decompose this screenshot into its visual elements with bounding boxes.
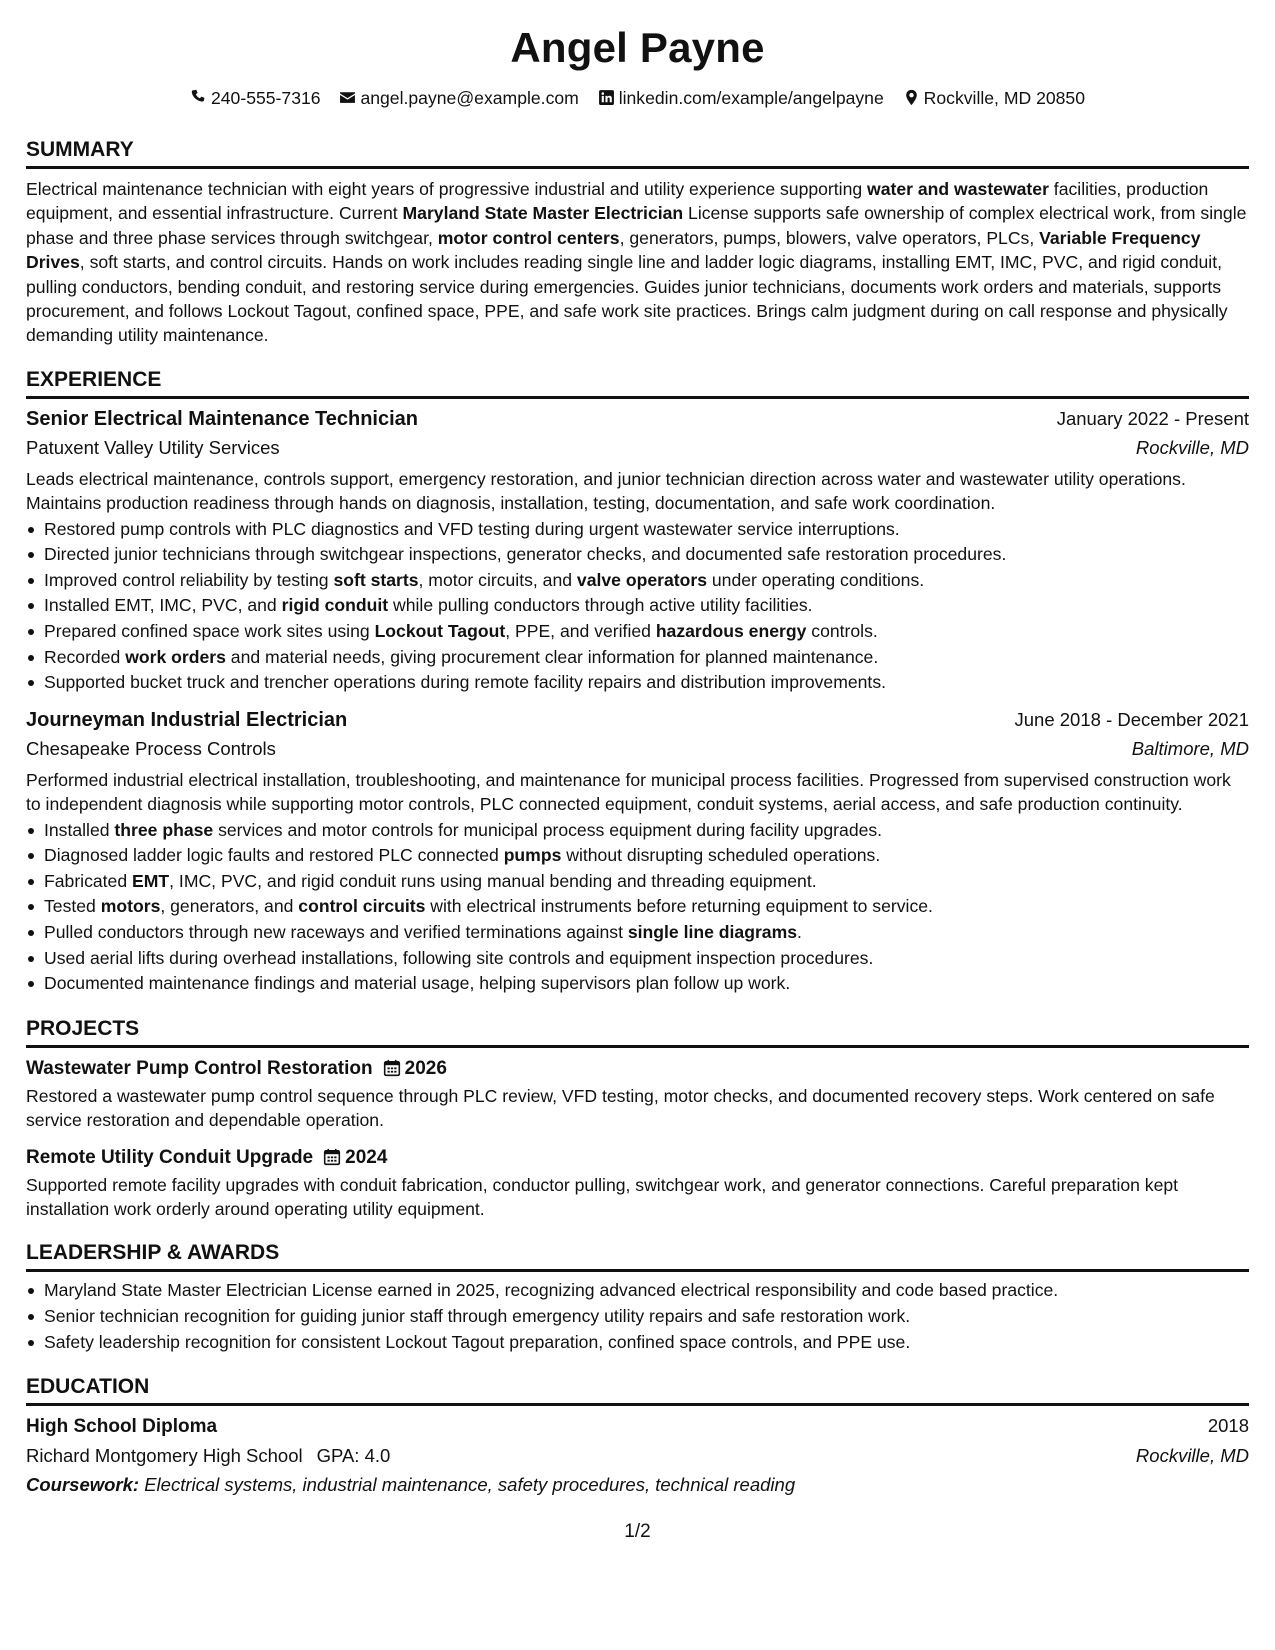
job-title: Journeyman Industrial Electrician: [26, 708, 348, 731]
text-run: and material needs, giving procurement clear information for planned maintenance.: [225, 646, 879, 667]
text-run: , generators, pumps, blowers, valve operators, PLCs,: [619, 227, 1040, 248]
project-year: 2024: [345, 1146, 388, 1168]
calendar-icon: [383, 1059, 401, 1077]
experience-section: [26, 366, 1249, 997]
contact-email[interactable]: [339, 86, 578, 110]
list-item: [26, 593, 1249, 619]
text-run: License supports safe ownership of complex electrical work, from single phase and three phase services through switchgear,: [26, 203, 1247, 248]
job-dates: January 2022 - Present: [1056, 407, 1249, 429]
bold-phrase: soft starts: [333, 569, 419, 590]
bold-phrase: pumps: [503, 845, 562, 866]
list-item: Maryland State Master Electrician License earned in 2025, recognizing advanced electrical responsibility and code based practice.: [26, 1278, 1249, 1304]
text-run: .: [797, 922, 802, 942]
education-section: [26, 1373, 1249, 1499]
text-run: Tested: [44, 896, 101, 917]
text-run: Prepared confined space work sites using: [44, 621, 375, 642]
list-item: [26, 542, 1249, 568]
text-run: Supported bucket truck and trencher operations during remote facility repairs and distribution improvements.: [44, 672, 887, 693]
education-coursework: [26, 1471, 1249, 1499]
list-item: [26, 869, 1249, 895]
coursework-label: Coursework:: [26, 1474, 140, 1496]
email-text: angel.payne@example.com: [360, 88, 579, 108]
job-entry: [26, 706, 1249, 997]
bold-phrase: work orders: [125, 646, 226, 667]
text-run: , IMC, PVC, and rigid conduit runs using manual bending and threading equipment.: [169, 870, 817, 891]
education-location: Rockville, MD: [1135, 1445, 1249, 1467]
text-run: Recorded: [44, 646, 126, 667]
project-entry: [26, 1143, 1249, 1222]
list-item: [26, 894, 1249, 920]
project-description: Restored a wastewater pump control sequence through PLC review, VFD testing, motor checks, and documented recovery steps. Work centered on safe service restoration and dependable operation.: [26, 1085, 1215, 1131]
text-run: Electrical maintenance technician with eight years of progressive industrial and utility experience supporting: [26, 179, 868, 199]
job-bullets: [26, 517, 1249, 696]
map-pin-icon: [903, 89, 920, 106]
envelope-icon: [339, 89, 356, 106]
education-school: Richard Montgomery High School: [26, 1445, 303, 1467]
text-run: , generators, and: [160, 896, 299, 917]
text-run: Documented maintenance findings and material usage, helping supervisors plan follow up work.: [44, 973, 791, 994]
text-run: services and motor controls for municipal process equipment during facility upgrades.: [213, 819, 883, 840]
text-run: Improved control reliability by testing: [44, 569, 334, 590]
bold-phrase: hazardous energy: [655, 621, 807, 642]
section-title-summary: SUMMARY: [26, 136, 1249, 169]
linkedin-text: linkedin.com/example/angelpayne: [618, 88, 884, 108]
job-bullets: [26, 818, 1249, 997]
leadership-list: [26, 1278, 1249, 1355]
list-item: Senior technician recognition for guiding junior staff through emergency utility repairs and safe restoration work.: [26, 1304, 1249, 1330]
text-run: under operating conditions.: [707, 569, 925, 590]
text-run: , motor circuits, and: [418, 569, 577, 590]
list-item: [26, 645, 1249, 671]
page-number: 1/2: [624, 1521, 651, 1542]
text-run: while pulling conductors through active utility facilities.: [388, 595, 813, 616]
text-run: Diagnosed ladder logic faults and restored PLC connected: [44, 845, 504, 866]
list-item: [26, 670, 1249, 696]
bold-phrase: Variable Frequency Drives: [26, 227, 1201, 273]
text-run: Pulled conductors through new raceways and verified terminations against: [44, 922, 628, 942]
phone-icon: [190, 89, 207, 106]
job-company: Chesapeake Process Controls: [26, 737, 276, 759]
bold-phrase: valve operators: [576, 569, 707, 590]
job-description: Leads electrical maintenance, controls support, emergency restoration, and junior technician direction across water and wastewater utility operations. Maintains production readiness through hands on diagnosis, installation, testing, documentation, and safe work coordination.: [26, 468, 1186, 514]
leadership-section: [26, 1239, 1249, 1355]
list-item: [26, 568, 1249, 594]
text-run: Used aerial lifts during overhead installations, following site controls and equipment inspection procedures.: [44, 947, 874, 968]
bold-phrase: water and wastewater: [867, 179, 1049, 199]
projects-section: [26, 1015, 1249, 1222]
location-text: Rockville, MD 20850: [923, 88, 1085, 108]
bold-phrase: Maryland State Master Electrician: [402, 203, 684, 224]
job-dates: June 2018 - December 2021: [1014, 708, 1249, 730]
job-description: Performed industrial electrical installation, troubleshooting, and maintenance for municipal process facilities. Progressed from supervised construction work to independent diagnosis while supporting motor controls, PLC connected equipment, conduit systems, aerial access, and safe production continuity.: [26, 769, 1231, 815]
project-name: Wastewater Pump Control Restoration: [26, 1057, 373, 1079]
education-gpa: GPA: 4.0: [316, 1445, 391, 1467]
project-year: 2026: [404, 1057, 447, 1079]
contact-linkedin[interactable]: [598, 86, 884, 110]
candidate-name: Angel Payne: [510, 24, 765, 71]
contact-bar: [26, 86, 1249, 110]
list-item: [26, 920, 1249, 946]
education-year: 2018: [1207, 1415, 1249, 1437]
bold-phrase: motors: [100, 896, 161, 917]
text-run: , soft starts, and control circuits. Hands on work includes reading single line and ladder logic diagrams, installing EMT, IMC, PVC, and rigid conduit, pulling conductors, bending conduit, and restoring service during emergencies. Guides junior technicians, documents work orders and materials, supports procurement, and follows Lockout Tagout, confined space, PPE, and safe work site practices. Brings calm judgment during on call response and physically demanding utility maintenance.: [26, 252, 1228, 346]
education-degree: High School Diploma: [26, 1416, 218, 1438]
text-run: controls.: [806, 621, 878, 642]
education-entry: [26, 1412, 1249, 1499]
summary-section: [26, 136, 1249, 348]
contact-location: [903, 86, 1085, 110]
text-run: Installed: [44, 819, 115, 840]
text-run: facilities, production equipment, and essential infrastructure. Current: [26, 179, 1209, 224]
text-run: Installed EMT, IMC, PVC, and: [44, 595, 282, 616]
bold-phrase: motor control centers: [437, 227, 620, 248]
section-title-projects: PROJECTS: [26, 1015, 1249, 1048]
job-title: Senior Electrical Maintenance Technician: [26, 407, 418, 430]
text-run: with electrical instruments before returning equipment to service.: [425, 896, 933, 917]
list-item: Safety leadership recognition for consistent Lockout Tagout preparation, confined space controls, and PPE use.: [26, 1330, 1249, 1356]
job-company: Patuxent Valley Utility Services: [26, 436, 280, 458]
section-title-experience: EXPERIENCE: [26, 366, 1249, 399]
text-run: Restored pump controls with PLC diagnostics and VFD testing during urgent wastewater service interruptions.: [44, 518, 900, 539]
project-entry: [26, 1054, 1249, 1133]
bold-phrase: single line diagrams: [627, 922, 798, 942]
linkedin-icon: [598, 89, 615, 106]
phone-text: 240-555-7316: [210, 88, 321, 108]
job-entry: [26, 405, 1249, 696]
list-item: [26, 517, 1249, 543]
text-run: without disrupting scheduled operations.: [561, 845, 881, 866]
contact-phone[interactable]: [190, 86, 321, 110]
list-item: [26, 971, 1249, 997]
coursework-text: Electrical systems, industrial maintenance, safety procedures, technical reading: [144, 1474, 796, 1496]
job-location: Baltimore, MD: [1131, 737, 1249, 759]
section-title-leadership: LEADERSHIP & AWARDS: [26, 1239, 1249, 1272]
project-name: Remote Utility Conduit Upgrade: [26, 1146, 314, 1168]
text-run: Directed junior technicians through switchgear inspections, generator checks, and documented safe restoration procedures.: [44, 544, 1007, 565]
list-item: [26, 619, 1249, 645]
bold-phrase: rigid conduit: [281, 595, 389, 616]
bold-phrase: control circuits: [298, 896, 426, 917]
bold-phrase: Lockout Tagout: [374, 621, 506, 642]
calendar-icon: [323, 1148, 341, 1166]
section-title-education: EDUCATION: [26, 1373, 1249, 1406]
list-item: [26, 946, 1249, 972]
text-run: Fabricated: [44, 870, 133, 891]
project-description: Supported remote facility upgrades with conduit fabrication, conductor pulling, switchgear work, and generator connections. Careful preparation kept installation work orderly around operating utility equipment.: [26, 1174, 1179, 1219]
list-item: [26, 843, 1249, 869]
bold-phrase: three phase: [114, 819, 214, 840]
list-item: [26, 818, 1249, 844]
bold-phrase: EMT: [132, 870, 170, 891]
text-run: , PPE, and verified: [505, 621, 656, 642]
job-location: Rockville, MD: [1135, 436, 1249, 458]
summary-text: [26, 177, 1249, 348]
